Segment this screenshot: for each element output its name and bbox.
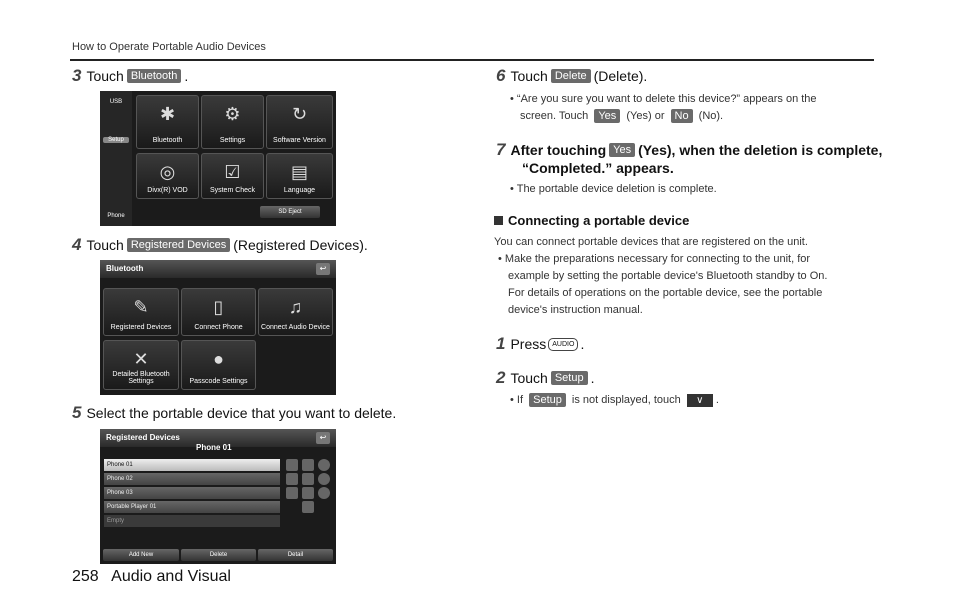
tile-passcode-settings: ● Passcode Settings — [181, 340, 256, 390]
device-row: Phone 02 — [104, 473, 280, 485]
step-text: Touch — [510, 370, 548, 386]
sidebar-phone: Phone — [107, 213, 125, 219]
step-number: 5 — [72, 403, 82, 422]
step-text: (Delete). — [593, 68, 648, 84]
step-7-note: • The portable device deletion is complete. — [510, 183, 717, 195]
tile-detailed-bluetooth-settings: ✕ Detailed Bluetooth Settings — [103, 340, 179, 390]
refresh-icon: ↻ — [291, 104, 308, 124]
screen-title: Registered Devices — [100, 429, 336, 447]
status-icon — [318, 487, 330, 499]
step-text: . — [184, 68, 189, 84]
step-number: 2 — [496, 368, 506, 387]
step-number: 3 — [72, 66, 82, 85]
audio-icon — [302, 487, 314, 499]
tile-connect-phone: ▯ Connect Phone — [181, 288, 256, 336]
phone-icon — [286, 473, 298, 485]
screen-title: Bluetooth — [100, 260, 336, 278]
delete-button-label: Delete — [551, 69, 591, 83]
audio-key-icon: AUDIO — [548, 338, 578, 351]
step-text: Touch — [510, 68, 548, 84]
step-text: (Yes), when the deletion is complete, — [638, 142, 883, 158]
step-text: Press — [510, 336, 547, 352]
tile-software-version: ↻ Software Version — [266, 95, 333, 149]
tile-system-check: ☑ System Check — [201, 153, 264, 199]
section-title: Connecting a portable device — [494, 213, 689, 228]
checklist-icon: ☑ — [224, 162, 241, 182]
screenshot-main-menu — [100, 91, 336, 226]
disc-icon: ◎ — [159, 162, 176, 182]
step-text: (Registered Devices). — [233, 237, 368, 253]
lock-icon: ● — [213, 349, 224, 369]
tile-registered-devices: ✎ Registered Devices — [103, 288, 179, 336]
step-number: 7 — [496, 140, 506, 159]
step-3 — [72, 66, 188, 86]
status-icon — [318, 473, 330, 485]
sd-eject-button: SD Eject — [260, 206, 320, 218]
status-icon — [318, 459, 330, 471]
setup-button-label: Setup — [551, 371, 588, 385]
registered-devices-button-label: Registered Devices — [127, 238, 230, 252]
step-text: . — [590, 370, 595, 386]
yes-button-label: Yes — [609, 143, 635, 157]
audio-icon — [302, 501, 314, 513]
phone-icon: ▯ — [213, 297, 224, 317]
add-new-button: Add New — [103, 549, 179, 561]
step-text: Select the portable device that you want to delete. — [86, 405, 397, 421]
screenshot-registered-devices — [100, 429, 336, 564]
back-icon: ↩ — [316, 263, 330, 275]
screenshot-bluetooth-menu — [100, 260, 336, 395]
page-number: 258 — [72, 568, 99, 585]
step-number: 1 — [496, 334, 506, 353]
chevron-down-icon: ∨ — [687, 394, 713, 407]
page-footer — [72, 568, 231, 586]
no-button-label: No — [671, 109, 693, 123]
bluetooth-icon: ✱ — [159, 104, 176, 124]
tile-language: ▤ Language — [266, 153, 333, 199]
tools-icon: ✕ — [133, 349, 149, 369]
back-icon: ↩ — [316, 432, 330, 444]
step-text: After touching — [510, 142, 607, 158]
step-7-line2: “Completed.” appears. — [522, 160, 674, 176]
delete-button: Delete — [181, 549, 256, 561]
audio-device-icon: ♫ — [288, 297, 303, 317]
step-4 — [72, 235, 368, 255]
step-number: 6 — [496, 66, 506, 85]
device-row: Phone 03 — [104, 487, 280, 499]
step-text: Touch — [86, 68, 124, 84]
step-number: 4 — [72, 235, 82, 254]
sidebar-usb: USB — [109, 99, 123, 105]
step-2-note: • If Setup is not displayed, touch ∨ . — [510, 394, 719, 406]
tile-bluetooth: ✱ Bluetooth — [136, 95, 199, 149]
chapter-title: Audio and Visual — [111, 568, 231, 585]
bluetooth-button-label: Bluetooth — [127, 69, 181, 83]
sidebar-setup: Setup — [103, 137, 129, 143]
tile-divx: ◎ Divx(R) VOD — [136, 153, 199, 199]
audio-icon — [302, 459, 314, 471]
header-rule — [70, 59, 874, 61]
screen-subtitle: Phone 01 — [196, 443, 232, 452]
device-row: Portable Player 01 — [104, 501, 280, 513]
step-1 — [496, 334, 584, 354]
step-2 — [496, 368, 594, 388]
devices-icon: ✎ — [133, 297, 149, 317]
menu-sidebar — [100, 91, 132, 226]
phone-icon — [286, 487, 298, 499]
phone-icon — [286, 459, 298, 471]
step-7 — [496, 140, 882, 160]
gear-icon: ⚙ — [224, 104, 241, 124]
step-6-note: • “Are you sure you want to delete this device?” appears on the screen. Touch Yes (Yes) or No (No). — [510, 93, 817, 122]
step-text: . — [580, 336, 585, 352]
device-row: Empty — [104, 515, 280, 527]
square-bullet-icon — [494, 216, 503, 225]
step-6 — [496, 66, 647, 86]
section-intro: You can connect portable devices that are registered on the unit. — [494, 236, 808, 248]
step-5 — [72, 403, 396, 423]
tile-connect-audio-device: ♫ Connect Audio Device — [258, 288, 333, 336]
section-notes: • Make the preparations necessary for connecting to the unit, for example by setting the portable device's Bluetooth standby to On. For details of operations on the portable device, see the portable device's instruction manual. — [498, 253, 828, 316]
audio-icon — [302, 473, 314, 485]
yes-button-label: Yes — [594, 109, 620, 123]
step-text: Touch — [86, 237, 124, 253]
tile-settings: ⚙ Settings — [201, 95, 264, 149]
running-header: How to Operate Portable Audio Devices — [72, 41, 266, 53]
book-icon: ▤ — [290, 162, 309, 182]
setup-button-label: Setup — [529, 393, 566, 407]
device-row: Phone 01 — [104, 459, 280, 471]
detail-button: Detail — [258, 549, 333, 561]
